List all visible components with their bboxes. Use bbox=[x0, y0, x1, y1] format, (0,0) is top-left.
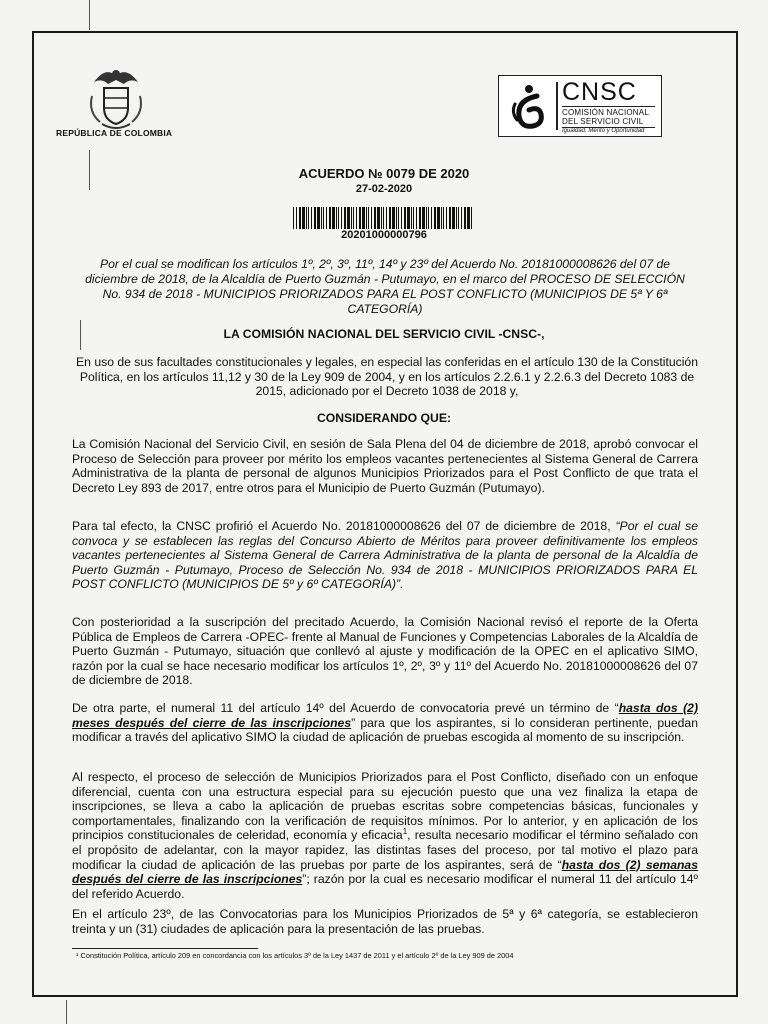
paragraph-6: En el artículo 23º, de las Convocatorias para los Municipios Priorizados de 5ª y 6ª categoría, se establecieron treinta y un (31) ciudades de aplicación para la presentación de las pruebas. bbox=[72, 907, 698, 936]
paragraph-5-text: Al respecto, el proceso de selección de Municipios Priorizados para el Post Conflicto, diseñado con un enfoque diferencial, cuenta con una estructura especial para su ejecución puesto que una vez finaliza la etapa de inscripciones, se lleva a cabo la aplicación de pruebas escritas sobre competencias básicas, funcionales y comportamentales, finalizando con la verificación de requisitos mínimos. Por lo anterior, y en aplicación de los principios constitucionales de celeridad, economía y eficacia bbox=[72, 770, 698, 843]
barcode-bar bbox=[314, 207, 316, 229]
title-block bbox=[0, 166, 768, 195]
header bbox=[0, 0, 768, 150]
barcode-bar bbox=[428, 207, 429, 229]
logo-divider bbox=[556, 82, 558, 130]
barcode-bar bbox=[338, 207, 339, 229]
barcode-bar bbox=[306, 207, 307, 229]
powers-paragraph: En uso de sus facultades constitucionales y legales, en especial las conferidas en el artículo 130 de la Constitución Política, en los artículos 11,12 y 30 de la Ley 909 de 2004, y en los artículos 2.2.6.1 y 2.2.6.3 del Decreto 1083 de 2015, adicionado por el Decreto 1038 de 2018 y, bbox=[76, 355, 698, 399]
barcode-bar bbox=[323, 207, 324, 229]
barcode-bar bbox=[392, 207, 395, 229]
paragraph-5-text-mid: , resulta necesario modificar el término señalado con el propósito de adelantar, con la mayor rapidez, las distintas fases del proceso, por tal motivo el plazo para modificar la ciudad de aplicación de las pruebas por parte de los aspirantes, será de “ bbox=[72, 828, 698, 872]
barcode-bar bbox=[419, 207, 421, 229]
barcode-bar bbox=[336, 207, 337, 229]
barcode-bar bbox=[396, 207, 397, 229]
barcode-bar bbox=[371, 207, 372, 229]
cnsc-logo bbox=[498, 75, 662, 137]
barcode-bar bbox=[356, 207, 357, 229]
paragraph-3: Con posterioridad a la suscripción del precitado Acuerdo, la Comisión Nacional revisó el reporte de la Oferta Pública de Empleos de Carrera -OPEC- frente al Manual de Funciones y Competencias Laborales de la Alcaldía de Puerto Guzmán - Putumayo, situación que conllevó al ajuste y modificación de la OPEC en el aplicativo SIMO, razón por la cual se hace necesario modificar los artículos 1º, 2º, 3º y 11º del Acuerdo No. 20181000008626 del 07 de diciembre de 2018. bbox=[72, 615, 698, 688]
barcode-bar bbox=[398, 207, 399, 229]
coat-of-arms-icon bbox=[86, 62, 146, 132]
barcode-bar bbox=[407, 207, 410, 229]
barcode-bar bbox=[458, 207, 459, 229]
barcode-bar bbox=[321, 207, 322, 229]
cnsc-emblem-icon bbox=[507, 82, 551, 132]
footnote-divider bbox=[72, 948, 258, 949]
barcode-bar bbox=[344, 207, 346, 229]
considerando-heading: CONSIDERANDO QUE: bbox=[316, 411, 452, 425]
barcode-bar bbox=[381, 207, 382, 229]
barcode-bar bbox=[411, 207, 412, 229]
barcode-bar bbox=[416, 207, 417, 229]
paragraph-2-quote: “Por el cual se convoca y se establecen las reglas del Concurso Abierto de Méritos para proveer definitivamente los empleos vacantes pertenecientes al Sistema General de Carrera Administrativa de la planta de personal de la Alcaldía de Puerto Guzmán - Putumayo, Proceso de Selección No. 934 de 2018 - MUNICIPIOS PRIORIZADOS PARA EL POST CONFLICTO (MUNICIPIOS DE 5º y 6º CATEGORÍA)”. bbox=[72, 519, 698, 592]
logo-rule bbox=[562, 106, 655, 107]
barcode-bar bbox=[329, 207, 331, 229]
cnsc-line-1: COMISIÓN NACIONAL bbox=[562, 108, 649, 117]
paragraph-2 bbox=[72, 519, 698, 592]
barcode-bar bbox=[461, 207, 462, 229]
paragraph-5 bbox=[72, 770, 698, 901]
barcode-bar bbox=[293, 207, 294, 229]
barcode-bar bbox=[326, 207, 327, 229]
barcode-bar bbox=[353, 207, 354, 229]
barcode-bar bbox=[359, 207, 361, 229]
barcode-bar bbox=[431, 207, 432, 229]
barcode-bar bbox=[332, 207, 335, 229]
barcode-bar bbox=[347, 207, 350, 229]
barcode-bar bbox=[311, 207, 312, 229]
barcode-bar bbox=[308, 207, 309, 229]
paragraph-4 bbox=[72, 701, 698, 745]
barcode-bar bbox=[422, 207, 425, 229]
barcode-bar bbox=[452, 207, 455, 229]
barcode-bar bbox=[404, 207, 406, 229]
authority-heading: LA COMISIÓN NACIONAL DEL SERVICIO CIVIL -CNSC-, bbox=[223, 327, 545, 341]
paragraph-4-text-end: ” para que los aspirantes, si lo consideran pertinente, puedan modificar a través del aplicativo SIMO la ciudad de aplicación de pruebas escogida al momento de su inscripción. bbox=[72, 715, 698, 745]
cnsc-line-2: DEL SERVICIO CIVIL bbox=[562, 117, 644, 126]
barcode-bar bbox=[351, 207, 352, 229]
barcode-bar bbox=[456, 207, 457, 229]
barcode-bar bbox=[434, 207, 436, 229]
barcode-bar bbox=[426, 207, 427, 229]
cnsc-wordmark: CNSC bbox=[562, 78, 637, 106]
barcode-number: 20201000000796 bbox=[341, 229, 427, 241]
paragraph-5-text-end: ”; razón por la cual es necesario modificar el numeral 11 del artículo 14º del referido Acuerdo. bbox=[72, 872, 698, 901]
barcode-bar bbox=[299, 207, 301, 229]
barcode-bar bbox=[362, 207, 365, 229]
document-subject: Por el cual se modifican los artículos 1º, 2º, 3º, 11º, 14º y 23º del Acuerdo No. 20181000008626 del 07 de diciembre de 2018, de la Alcaldía de Puerto Guzmán - Putumayo, en el marco del PROCESO DE SELECCIÓN No. 934 de 2018 - MUNICIPIOS PRIORIZADOS PARA EL POST CONFLICTO (MUNICIPIOS DE 5ª Y 6ª CATEGORÍA) bbox=[85, 257, 685, 316]
document-date: 27-02-2020 bbox=[355, 183, 413, 195]
barcode-bar bbox=[296, 207, 297, 229]
cnsc-motto: Igualdad, Mérito y Oportunidad bbox=[562, 128, 645, 134]
barcode-bar bbox=[437, 207, 440, 229]
barcode-bar bbox=[413, 207, 414, 229]
barcode-bar bbox=[443, 207, 444, 229]
barcode-bar bbox=[368, 207, 369, 229]
barcode-bar bbox=[317, 207, 320, 229]
barcode bbox=[293, 207, 475, 229]
barcode-bar bbox=[464, 207, 466, 229]
paragraph-4-text: De otra parte, el numeral 11 del artículo 14º del Acuerdo de convocatoria prevé un término de “ bbox=[72, 701, 619, 715]
paragraph-2-text: Para tal efecto, la CNSC profirió el Acuerdo No. 20181000008626 del 07 de diciembre de 2018, bbox=[72, 519, 616, 533]
barcode-bar bbox=[441, 207, 442, 229]
margin-mark bbox=[66, 1000, 67, 1024]
barcode-bar bbox=[467, 207, 470, 229]
barcode-bar bbox=[446, 207, 447, 229]
barcode-bar bbox=[377, 207, 380, 229]
paragraph-4-emphasis: hasta dos (2) meses después del cierre de las inscripciones bbox=[72, 701, 698, 730]
barcode-bar bbox=[471, 207, 472, 229]
barcode-bar bbox=[302, 207, 305, 229]
barcode-bar bbox=[386, 207, 387, 229]
footnote: ¹ Constitución Política, artículo 209 en concordancia con los artículos 3º de la Ley 1437 de 2011 y el artículo 2º de la Ley 909 de 2004 bbox=[76, 951, 514, 960]
barcode-bar bbox=[389, 207, 391, 229]
barcode-bar bbox=[383, 207, 384, 229]
barcode-bar bbox=[366, 207, 367, 229]
barcode-bar bbox=[341, 207, 342, 229]
barcode-bar bbox=[449, 207, 451, 229]
barcode-bar bbox=[374, 207, 376, 229]
paragraph-5-emphasis: hasta dos (2) semanas después del cierre de las inscripciones bbox=[72, 857, 698, 887]
document-title: ACUERDO № 0079 DE 2020 bbox=[298, 166, 470, 181]
paragraph-1: La Comisión Nacional del Servicio Civil, en sesión de Sala Plena del 04 de diciembre de 2018, aprobó convocar el Proceso de Selección para proveer por mérito los empleos vacantes pertenecientes al Sistema General de Carrera Administrativa de la planta de personal de algunos Municipios Priorizados para el Post Conflicto de que trata el Decreto Ley 893 de 2017, entre otros para el Municipio de Puerto Guzmán (Putumayo). bbox=[72, 437, 698, 495]
republic-label: REPÚBLICA DE COLOMBIA bbox=[56, 128, 173, 138]
footnote-ref: 1 bbox=[402, 827, 408, 837]
barcode-bar bbox=[401, 207, 402, 229]
